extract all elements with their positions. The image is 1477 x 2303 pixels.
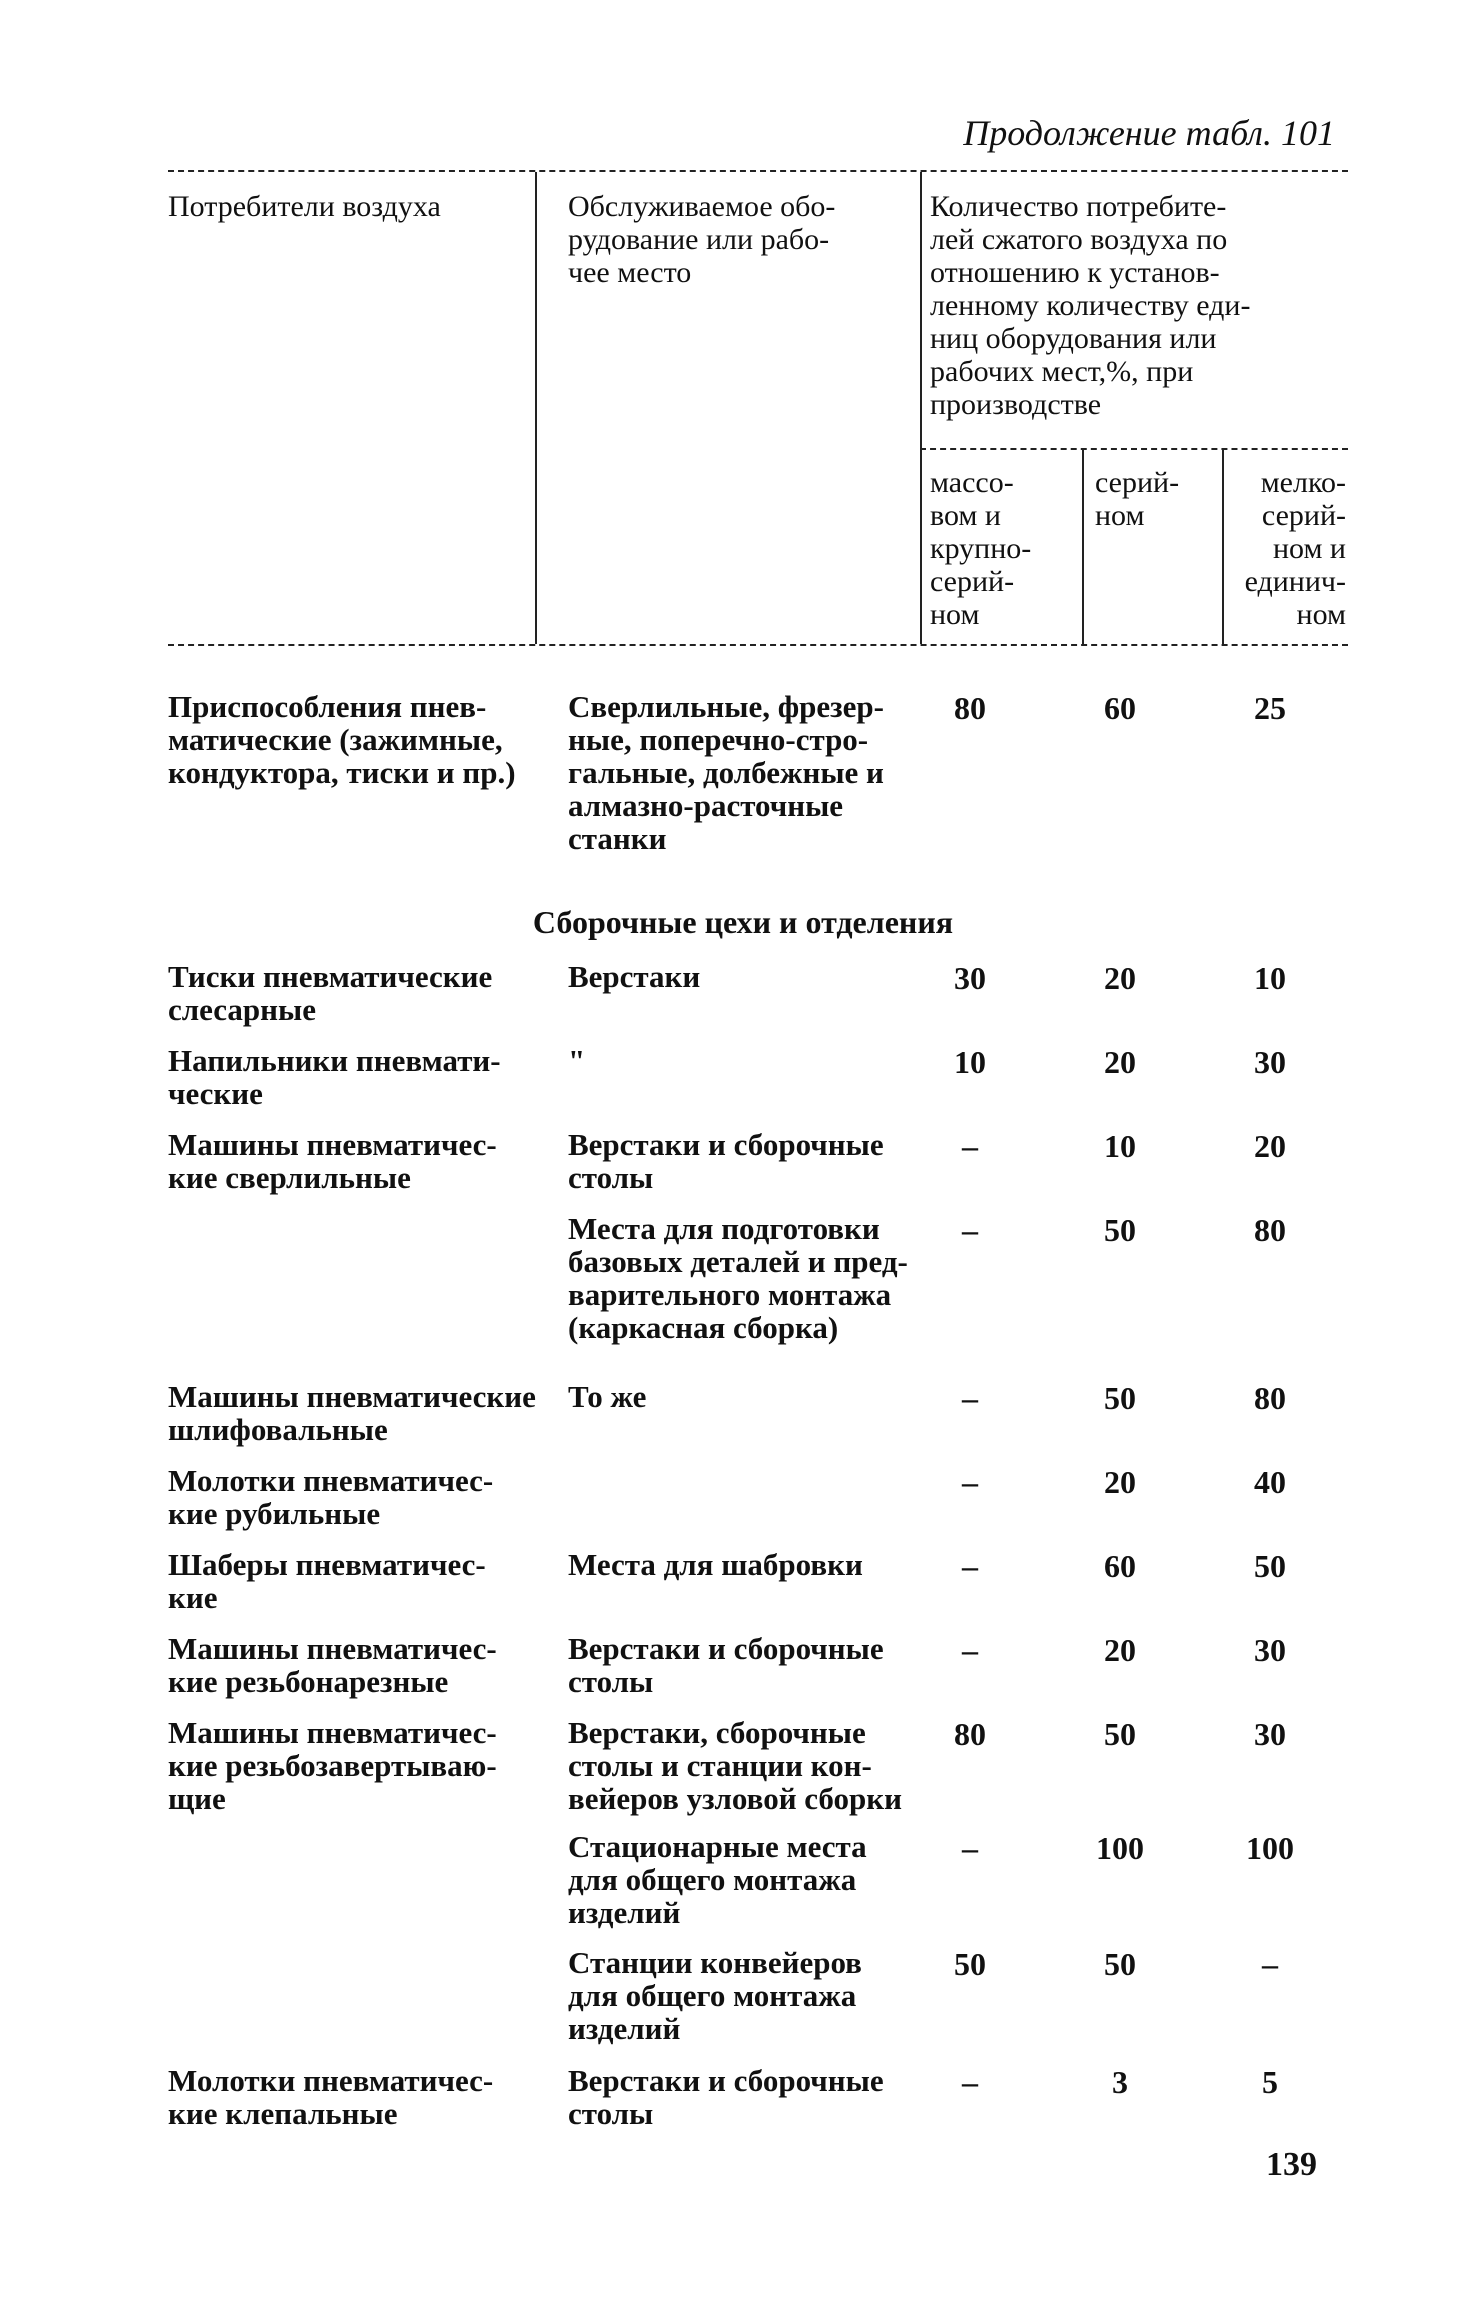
header-serial-production <box>1095 466 1215 532</box>
header-mass-production <box>930 466 1078 631</box>
value-mass: – <box>962 1632 978 1668</box>
value-small-serial: 80 <box>1254 1212 1286 1248</box>
header-mass-line: серий- <box>930 565 1015 598</box>
header-equipment-line: чее место <box>568 256 692 289</box>
row-equipment <box>568 1380 968 1413</box>
header-consumer: Потребители воздуха <box>168 190 441 223</box>
consumer-line: Молотки пневматичес- <box>168 2063 494 2098</box>
equipment-line: Места для подготовки <box>568 1211 880 1246</box>
consumer-line: щие <box>168 1781 226 1816</box>
table-caption: Продолжение табл. 101 <box>963 113 1335 153</box>
row-consumer <box>168 1548 563 1614</box>
row-equipment <box>568 1830 968 1929</box>
equipment-line: Места для шабровки <box>568 1547 863 1582</box>
page-number: 139 <box>1266 2146 1317 2183</box>
consumer-line: Машины пневматические <box>168 1379 536 1414</box>
equipment-line: алмазно-расточные <box>568 788 844 823</box>
consumer-line: Машины пневматичес- <box>168 1127 497 1162</box>
consumer-line: ческие <box>168 1076 263 1111</box>
row-equipment <box>568 1946 968 2045</box>
consumer-line: кие резьбозавертываю- <box>168 1748 497 1783</box>
row-equipment <box>568 1548 968 1581</box>
value-small-serial: 40 <box>1254 1464 1286 1500</box>
equipment-line: Верстаки, сборочные <box>568 1715 866 1750</box>
header-small-serial-line: единич- <box>1244 565 1346 598</box>
value-small-serial: 100 <box>1246 1830 1294 1866</box>
consumer-line: Напильники пневмати- <box>168 1043 501 1078</box>
equipment-line: Стационарные места <box>568 1829 867 1864</box>
value-mass: 30 <box>954 960 986 996</box>
consumer-line: Молотки пневматичес- <box>168 1463 494 1498</box>
equipment-line: базовых деталей и пред- <box>568 1244 908 1279</box>
value-mass: – <box>962 2064 978 2100</box>
header-quantity-line: ленному количеству еди- <box>930 289 1251 322</box>
header-small-serial-line: ном и <box>1272 532 1346 565</box>
value-small-serial: 80 <box>1254 1380 1286 1416</box>
consumer-line: шлифовальные <box>168 1412 388 1447</box>
header-quantity-line: Количество потребите- <box>930 190 1227 223</box>
equipment-line: изделий <box>568 1895 681 1930</box>
value-mass: – <box>962 1128 978 1164</box>
value-serial: 20 <box>1104 1632 1136 1668</box>
row-consumer <box>168 1464 563 1530</box>
value-serial: 3 <box>1112 2064 1128 2100</box>
consumer-line: Шаберы пневматичес- <box>168 1547 486 1582</box>
header-small-serial-line: серий- <box>1261 499 1346 532</box>
col-divider-2 <box>920 172 922 644</box>
header-small-serial-line: ном <box>1296 598 1346 631</box>
consumer-line: Приспособления пнев- <box>168 689 487 724</box>
equipment-line: станки <box>568 821 667 856</box>
value-mass: 10 <box>954 1044 986 1080</box>
value-small-serial: 5 <box>1262 2064 1278 2100</box>
value-serial: 50 <box>1104 1946 1136 1982</box>
subheader-rule <box>920 448 1348 450</box>
header-bottom-rule <box>168 644 1348 646</box>
header-mass-line: массо- <box>930 466 1014 499</box>
value-serial: 50 <box>1104 1380 1136 1416</box>
value-mass: 80 <box>954 690 986 726</box>
consumer-line: Тиски пневматические <box>168 959 493 994</box>
consumer-line: Машины пневматичес- <box>168 1631 497 1666</box>
value-mass: – <box>962 1464 978 1500</box>
equipment-line: Верстаки и сборочные <box>568 1631 884 1666</box>
consumer-line: кие рубильные <box>168 1496 381 1531</box>
consumer-line: Машины пневматичес- <box>168 1715 497 1750</box>
col-divider-3 <box>1082 448 1084 644</box>
equipment-line: Верстаки <box>568 959 701 994</box>
row-equipment <box>568 1716 968 1815</box>
equipment-line: изделий <box>568 2011 681 2046</box>
value-serial: 100 <box>1096 1830 1144 1866</box>
consumer-line: кие сверлильные <box>168 1160 411 1195</box>
row-consumer <box>168 1632 563 1698</box>
value-mass: – <box>962 1212 978 1248</box>
equipment-line: Сверлильные, фрезер- <box>568 689 884 724</box>
row-equipment <box>568 690 968 855</box>
value-mass: – <box>962 1830 978 1866</box>
row-equipment <box>568 1128 968 1194</box>
row-equipment <box>568 960 968 993</box>
value-serial: 20 <box>1104 960 1136 996</box>
consumer-line: кие резьбонарезные <box>168 1664 449 1699</box>
value-serial: 60 <box>1104 690 1136 726</box>
row-equipment <box>568 2064 968 2130</box>
equipment-line: столы <box>568 1664 654 1699</box>
row-consumer <box>168 960 563 1026</box>
value-serial: 20 <box>1104 1044 1136 1080</box>
header-equipment <box>568 190 913 289</box>
value-small-serial: 30 <box>1254 1632 1286 1668</box>
equipment-line: " <box>568 1043 586 1078</box>
value-serial: 20 <box>1104 1464 1136 1500</box>
value-mass: – <box>962 1548 978 1584</box>
row-consumer <box>168 1380 563 1446</box>
header-mass-line: вом и <box>930 499 1001 532</box>
header-quantity <box>930 190 1348 421</box>
row-consumer <box>168 1044 563 1110</box>
value-serial: 50 <box>1104 1716 1136 1752</box>
value-serial: 60 <box>1104 1548 1136 1584</box>
consumer-line: кие <box>168 1580 218 1615</box>
header-small-serial-line: мелко- <box>1260 466 1346 499</box>
equipment-line: для общего монтажа <box>568 1978 857 2013</box>
equipment-line: столы <box>568 2096 654 2131</box>
row-consumer <box>168 1716 563 1815</box>
equipment-line: вейеров узловой сборки <box>568 1781 902 1816</box>
value-mass: 80 <box>954 1716 986 1752</box>
value-small-serial: 20 <box>1254 1128 1286 1164</box>
value-mass: – <box>962 1380 978 1416</box>
section-title: Сборочные цехи и отделения <box>532 904 954 940</box>
header-equipment-line: рудование или рабо- <box>568 223 830 256</box>
row-consumer <box>168 2064 563 2130</box>
consumer-line: кие клепальные <box>168 2096 398 2131</box>
equipment-line: То же <box>568 1379 647 1414</box>
equipment-line: варительного монтажа <box>568 1277 892 1312</box>
value-small-serial: 25 <box>1254 690 1286 726</box>
equipment-line: Верстаки и сборочные <box>568 2063 884 2098</box>
header-mass-line: ном <box>930 598 980 631</box>
value-mass: 50 <box>954 1946 986 1982</box>
equipment-line: Верстаки и сборочные <box>568 1127 884 1162</box>
row-consumer <box>168 690 563 789</box>
header-quantity-line: ниц оборудования или <box>930 322 1217 355</box>
equipment-line: ные, поперечно-стро- <box>568 722 869 757</box>
header-quantity-line: отношению к установ- <box>930 256 1220 289</box>
value-small-serial: 30 <box>1254 1044 1286 1080</box>
value-serial: 50 <box>1104 1212 1136 1248</box>
value-small-serial: – <box>1262 1946 1278 1982</box>
col-divider-1 <box>535 172 537 644</box>
col-divider-4 <box>1222 448 1224 644</box>
header-equipment-line: Обслуживаемое обо- <box>568 190 836 223</box>
consumer-line: слесарные <box>168 992 316 1027</box>
equipment-line: Станции конвейеров <box>568 1945 862 1980</box>
equipment-line: столы <box>568 1160 654 1195</box>
header-mass-line: крупно- <box>930 532 1032 565</box>
row-equipment <box>568 1632 968 1698</box>
value-small-serial: 50 <box>1254 1548 1286 1584</box>
consumer-line: матические (зажимные, <box>168 722 503 757</box>
row-consumer <box>168 1128 563 1194</box>
header-quantity-line: производстве <box>930 388 1102 421</box>
equipment-line: для общего монтажа <box>568 1862 857 1897</box>
row-equipment <box>568 1044 968 1077</box>
value-serial: 10 <box>1104 1128 1136 1164</box>
row-equipment <box>568 1212 968 1344</box>
header-serial-line: серий- <box>1095 466 1180 499</box>
top-rule <box>168 170 1348 172</box>
header-quantity-line: рабочих мест,%, при <box>930 355 1194 388</box>
value-small-serial: 30 <box>1254 1716 1286 1752</box>
equipment-line: гальные, долбежные и <box>568 755 884 790</box>
equipment-line: (каркасная сборка) <box>568 1310 839 1345</box>
header-small-serial-production <box>1228 466 1346 631</box>
header-quantity-line: лей сжатого воздуха по <box>930 223 1228 256</box>
equipment-line: столы и станции кон- <box>568 1748 872 1783</box>
header-serial-line: ном <box>1095 499 1145 532</box>
value-small-serial: 10 <box>1254 960 1286 996</box>
consumer-line: кондуктора, тиски и пр.) <box>168 755 516 790</box>
